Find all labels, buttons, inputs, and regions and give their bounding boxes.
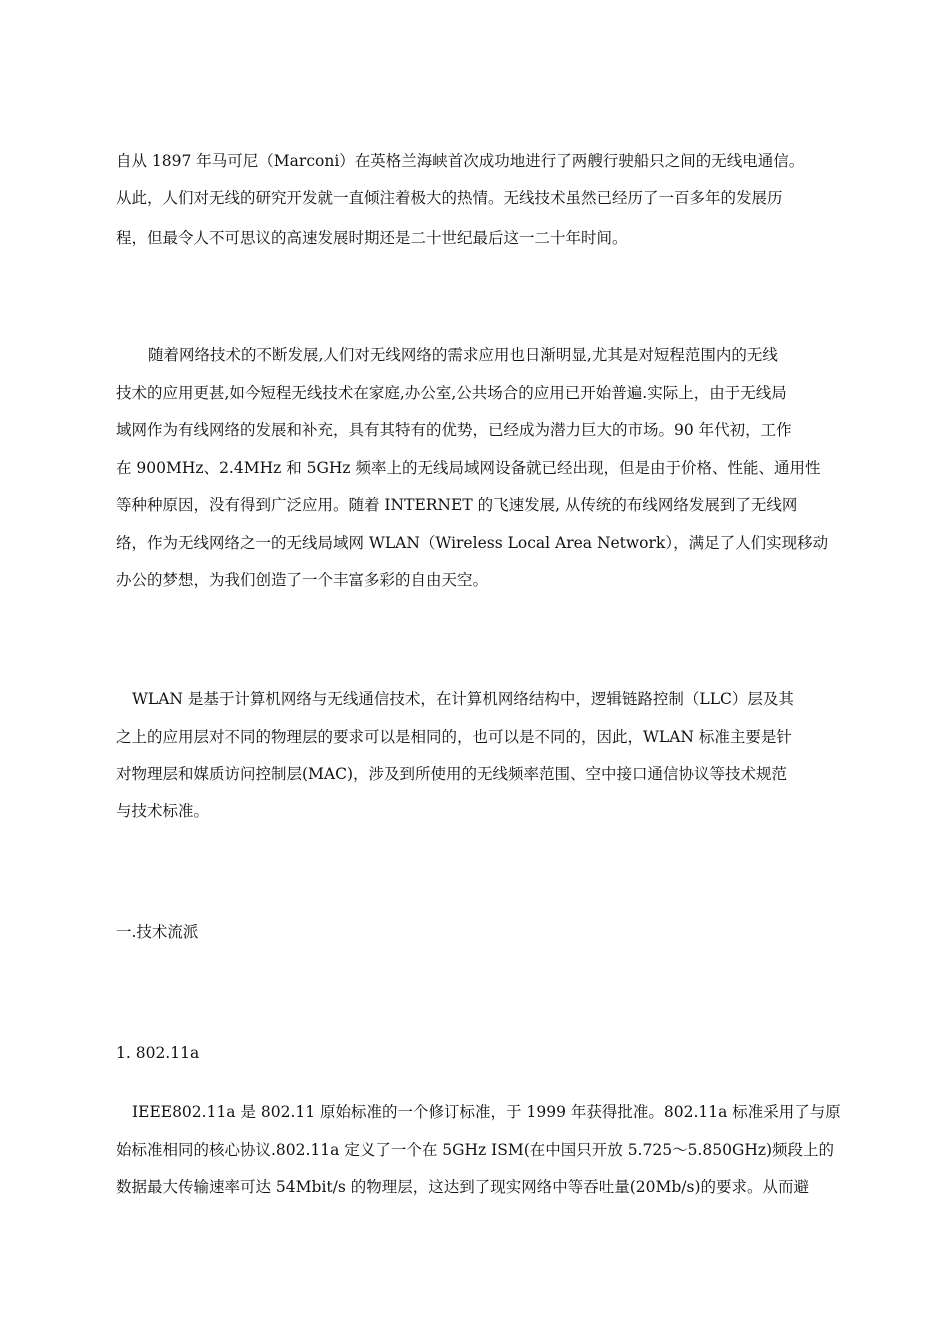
paragraph-2-line-7: 办公的梦想，为我们创造了一个丰富多彩的自由天空。 <box>116 571 489 589</box>
paragraph-3-line-3: 对物理层和媒质访问控制层(MAC)，涉及到所使用的无线频率范围、空中接口通信协议等技术规范 <box>116 765 788 783</box>
paragraph-2-line-1: 随着网络技术的不断发展,人们对无线网络的需求应用也日渐明显,尤其是对短程范围内的无线 <box>148 346 778 364</box>
paragraph-2-line-3: 域网作为有线网络的发展和补充，具有其特有的优势，已经成为潜力巨大的市场。90 年代初，工作 <box>116 421 792 439</box>
paragraph-2-line-2: 技术的应用更甚,如今短程无线技术在家庭,办公室,公共场合的应用已开始普遍.实际上，由于无线局 <box>116 384 787 402</box>
paragraph-1-line-2: 从此，人们对无线的研究开发就一直倾注着极大的热情。无线技术虽然已经历了一百多年的发展历 <box>116 189 783 207</box>
subsection-heading: 1. 802.11a <box>116 1044 200 1062</box>
paragraph-4-line-1: IEEE802.11a 是 802.11 原始标准的一个修订标准，于 1999 年获得批准。802.11a 标准采用了与原 <box>132 1103 841 1121</box>
paragraph-2-line-6: 络，作为无线网络之一的无线局域网 WLAN（Wireless Local Area Network），满足了人们实现移动 <box>116 534 829 552</box>
paragraph-2-line-4: 在 900MHz、2.4MHz 和 5GHz 频率上的无线局域网设备就已经出现，但是由于价格、性能、通用性 <box>116 459 821 477</box>
paragraph-2-line-5: 等种种原因，没有得到广泛应用。随着 INTERNET 的飞速发展, 从传统的布线网络发展到了无线网 <box>116 496 798 514</box>
paragraph-3-line-2: 之上的应用层对不同的物理层的要求可以是相同的，也可以是不同的，因此，WLAN 标准主要是针 <box>116 728 792 746</box>
paragraph-1-line-1: 自从 1897 年马可尼（Marconi）在英格兰海峡首次成功地进行了两艘行驶船只之间的无线电通信。 <box>116 152 805 170</box>
paragraph-4-line-2: 始标准相同的核心协议.802.11a 定义了一个在 5GHz ISM(在中国只开放 5.725～5.850GHz)频段上的 <box>116 1141 835 1159</box>
section-heading: 一.技术流派 <box>116 923 199 941</box>
paragraph-3-line-4: 与技术标准。 <box>116 802 210 820</box>
paragraph-3-line-1: WLAN 是基于计算机网络与无线通信技术，在计算机网络结构中，逻辑链路控制（LLC）层及其 <box>132 690 794 708</box>
paragraph-4-line-3: 数据最大传输速率可达 54Mbit/s 的物理层，这达到了现实网络中等吞吐量(20Mb/s)的要求。从而避 <box>116 1178 810 1196</box>
paragraph-1-line-3: 程，但最令人不可思议的高速发展时期还是二十世纪最后这一二十年时间。 <box>116 229 628 247</box>
